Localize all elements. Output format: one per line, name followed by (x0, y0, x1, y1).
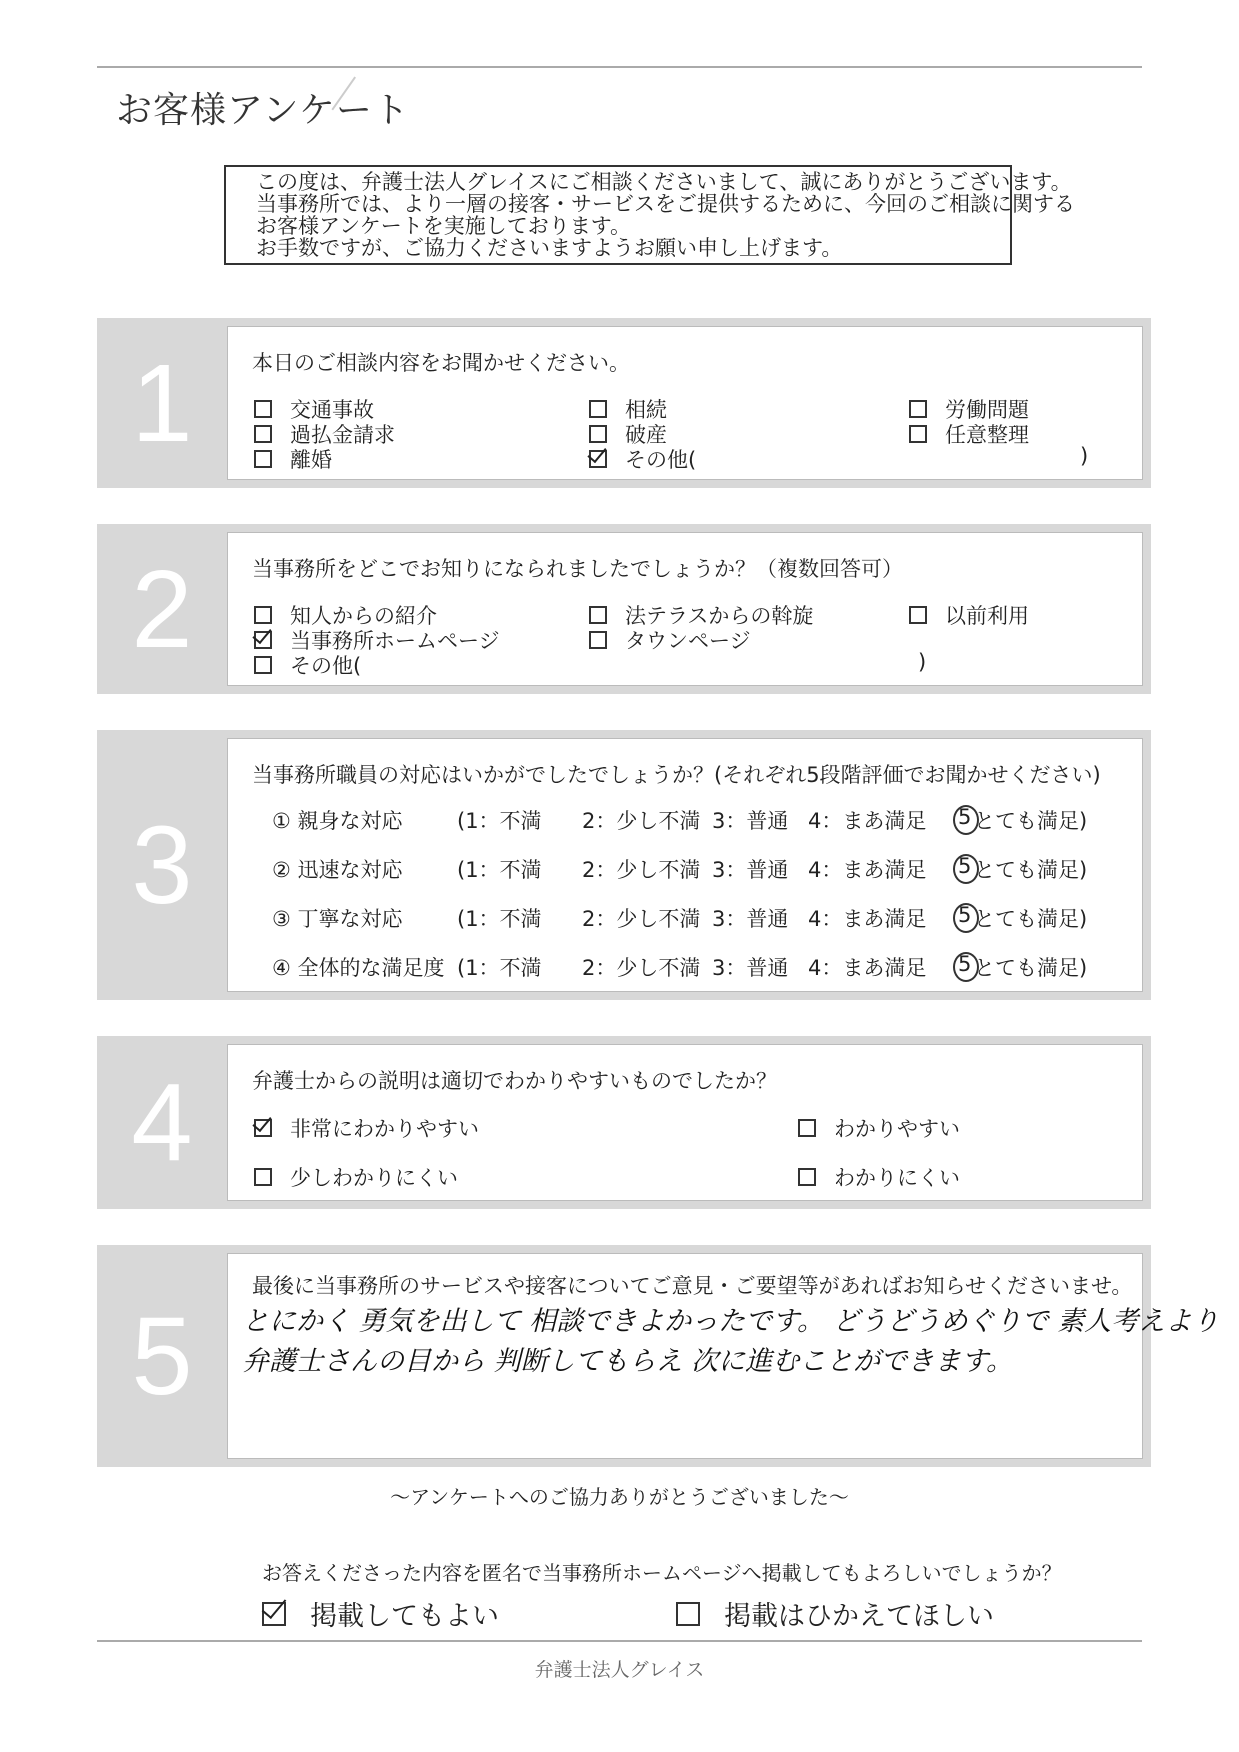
checkbox[interactable] (254, 656, 272, 674)
checkbox[interactable] (254, 1168, 272, 1186)
checkbox-checked[interactable] (254, 1119, 272, 1137)
intro-line: 当事務所では、より一層の接客・サービスをご提供するために、今回のご相談に関する (256, 192, 1075, 216)
section-number: 2 (131, 547, 193, 671)
permission-allow-label: 掲載してもよい (310, 1601, 499, 1632)
page-title: お客様アンケート (116, 90, 410, 131)
rating-5: 5 (958, 952, 972, 976)
option-previous[interactable] (909, 600, 1029, 630)
checkbox-checked[interactable] (254, 631, 272, 649)
section-5 (97, 1245, 1220, 1467)
section-3 (97, 730, 1151, 1000)
rating-1[interactable]: (1：不満 (457, 858, 542, 882)
rating-4[interactable]: 4：まあ満足 (808, 858, 927, 882)
section-number: 4 (131, 1061, 193, 1184)
checkbox-checked[interactable] (589, 450, 607, 468)
section-body (227, 532, 1143, 686)
rating-1[interactable]: (1：不満 (457, 809, 542, 833)
section-body (227, 1253, 1220, 1459)
option-label: 任意整理 (945, 423, 1029, 447)
checkbox[interactable] (798, 1119, 816, 1137)
rating-3[interactable]: 3：普通 (712, 809, 789, 833)
question-text: 弁護士からの説明は適切でわかりやすいものでしたか？ (252, 1069, 777, 1093)
rating-1[interactable]: (1：不満 (457, 956, 542, 980)
question-text: 最後に当事務所のサービスや接客についてご意見・ご要望等があればお知らせくださいませ。 (252, 1274, 1133, 1298)
checkbox[interactable] (589, 606, 607, 624)
rating-2[interactable]: 2：少し不満 (582, 858, 701, 882)
option-townpage[interactable] (589, 625, 751, 655)
rating-4[interactable]: 4：まあ満足 (808, 956, 927, 980)
rating-label: ① 親身な対応 (272, 809, 403, 833)
checkbox[interactable] (589, 400, 607, 418)
option-label: その他( (290, 654, 362, 678)
rating-3[interactable]: 3：普通 (712, 858, 789, 882)
intro-line: お手数ですが、ご協力くださいますようお願い申し上げます。 (256, 236, 843, 260)
permission-allow[interactable] (262, 1594, 499, 1633)
footer-firm-name: 弁護士法人グレイス (534, 1659, 705, 1681)
rating-3[interactable]: 3：普通 (712, 907, 789, 931)
question-text: 当事務所職員の対応はいかがでしたでしょうか？(それぞれ5段階評価でお聞かせください) (252, 763, 1101, 787)
option-label: 法テラスからの斡旋 (625, 604, 814, 628)
section-4 (97, 1036, 1151, 1209)
rating-label: ② 迅速な対応 (272, 858, 403, 882)
option-other[interactable] (589, 444, 696, 474)
option-label: タウンページ (625, 629, 751, 653)
bottom-rule (97, 1640, 1142, 1642)
handwritten-answer-line: とにかく 勇気を出して 相談できよかったです。 どうどうめぐりで 素人考えより (242, 1306, 1220, 1337)
option-label: 知人からの紹介 (290, 604, 437, 628)
intro-box (224, 165, 1075, 265)
checkbox[interactable] (589, 425, 607, 443)
option-somewhat-unclear[interactable] (254, 1162, 458, 1192)
option-label: 離婚 (290, 448, 332, 472)
option-label: 過払金請求 (290, 423, 395, 447)
rating-2[interactable]: 2：少し不満 (582, 956, 701, 980)
option-very-clear[interactable] (254, 1113, 479, 1143)
rating-5: 5 (958, 805, 972, 829)
question-text: 当事務所をどこでお知りになられましたでしょうか？（複数回答可） (252, 557, 903, 581)
rating-2[interactable]: 2：少し不満 (582, 907, 701, 931)
checkbox[interactable] (254, 400, 272, 418)
option-label: 破産 (625, 423, 667, 447)
rating-5: 5 (958, 854, 972, 878)
section-2 (97, 524, 1151, 694)
intro-line: お客様アンケートを実施しております。 (256, 214, 632, 238)
option-label: 労働問題 (945, 398, 1029, 422)
rating-label: ④ 全体的な満足度 (272, 956, 445, 980)
rating-5-label: とても満足) (974, 858, 1088, 882)
checkbox[interactable] (909, 400, 927, 418)
option-label: わかりやすい (834, 1117, 960, 1141)
rating-5-label: とても満足) (974, 956, 1088, 980)
checkbox-checked[interactable] (262, 1602, 286, 1626)
permission-question: お答えくださった内容を匿名で当事務所ホームページへ掲載してもよろしいでしょうか？ (262, 1561, 1062, 1585)
rating-4[interactable]: 4：まあ満足 (808, 907, 927, 931)
rating-2[interactable]: 2：少し不満 (582, 809, 701, 833)
section-number: 1 (131, 341, 193, 465)
rating-label: ③ 丁寧な対応 (272, 907, 403, 931)
option-label: 以前利用 (945, 604, 1029, 628)
intro-line: この度は、弁護士法人グレイスにご相談くださいまして、誠にありがとうございます。 (256, 170, 1072, 194)
rating-5-label: とても満足) (974, 809, 1088, 833)
checkbox[interactable] (798, 1168, 816, 1186)
option-label: その他( (625, 448, 697, 472)
option-clear[interactable] (798, 1113, 960, 1143)
checkbox[interactable] (254, 606, 272, 624)
section-body (227, 1044, 1143, 1201)
section-1 (97, 318, 1151, 488)
rating-5-label: とても満足) (974, 907, 1088, 931)
option-label: 相続 (625, 398, 667, 422)
section-number: 5 (131, 1294, 193, 1418)
option-label: 当事務所ホームページ (290, 629, 500, 653)
section-number: 3 (131, 803, 193, 927)
option-label: 交通事故 (290, 398, 374, 422)
question-text: 本日のご相談内容をお聞かせください。 (252, 351, 630, 375)
option-divorce[interactable] (254, 444, 332, 474)
option-label: 少しわかりにくい (290, 1166, 458, 1190)
permission-decline[interactable] (676, 1594, 994, 1633)
checkbox[interactable] (254, 425, 272, 443)
close-paren: ) (918, 650, 927, 674)
checkbox[interactable] (909, 425, 927, 443)
checkbox[interactable] (254, 450, 272, 468)
rating-1[interactable]: (1：不満 (457, 907, 542, 931)
option-other[interactable] (254, 650, 361, 680)
section-body (227, 738, 1143, 992)
rating-3[interactable]: 3：普通 (712, 956, 789, 980)
option-label: 非常にわかりやすい (290, 1117, 479, 1141)
handwritten-answer-line: 弁護士さんの目から 判断してもらえ 次に進むことができます。 (242, 1346, 1014, 1377)
checkbox[interactable] (589, 631, 607, 649)
option-unclear[interactable] (798, 1162, 960, 1192)
section-body (227, 326, 1143, 480)
rating-4[interactable]: 4：まあ満足 (808, 809, 927, 833)
permission-decline-label: 掲載はひかえてほしい (724, 1601, 994, 1632)
checkbox[interactable] (909, 606, 927, 624)
top-rule (97, 66, 1142, 68)
rating-5: 5 (958, 903, 972, 927)
checkbox[interactable] (676, 1602, 700, 1626)
thanks-message: ～アンケートへのご協力ありがとうございました～ (390, 1485, 849, 1509)
close-paren: ) (1080, 444, 1089, 468)
option-label: わかりにくい (834, 1166, 960, 1190)
option-voluntary[interactable] (909, 419, 1029, 449)
